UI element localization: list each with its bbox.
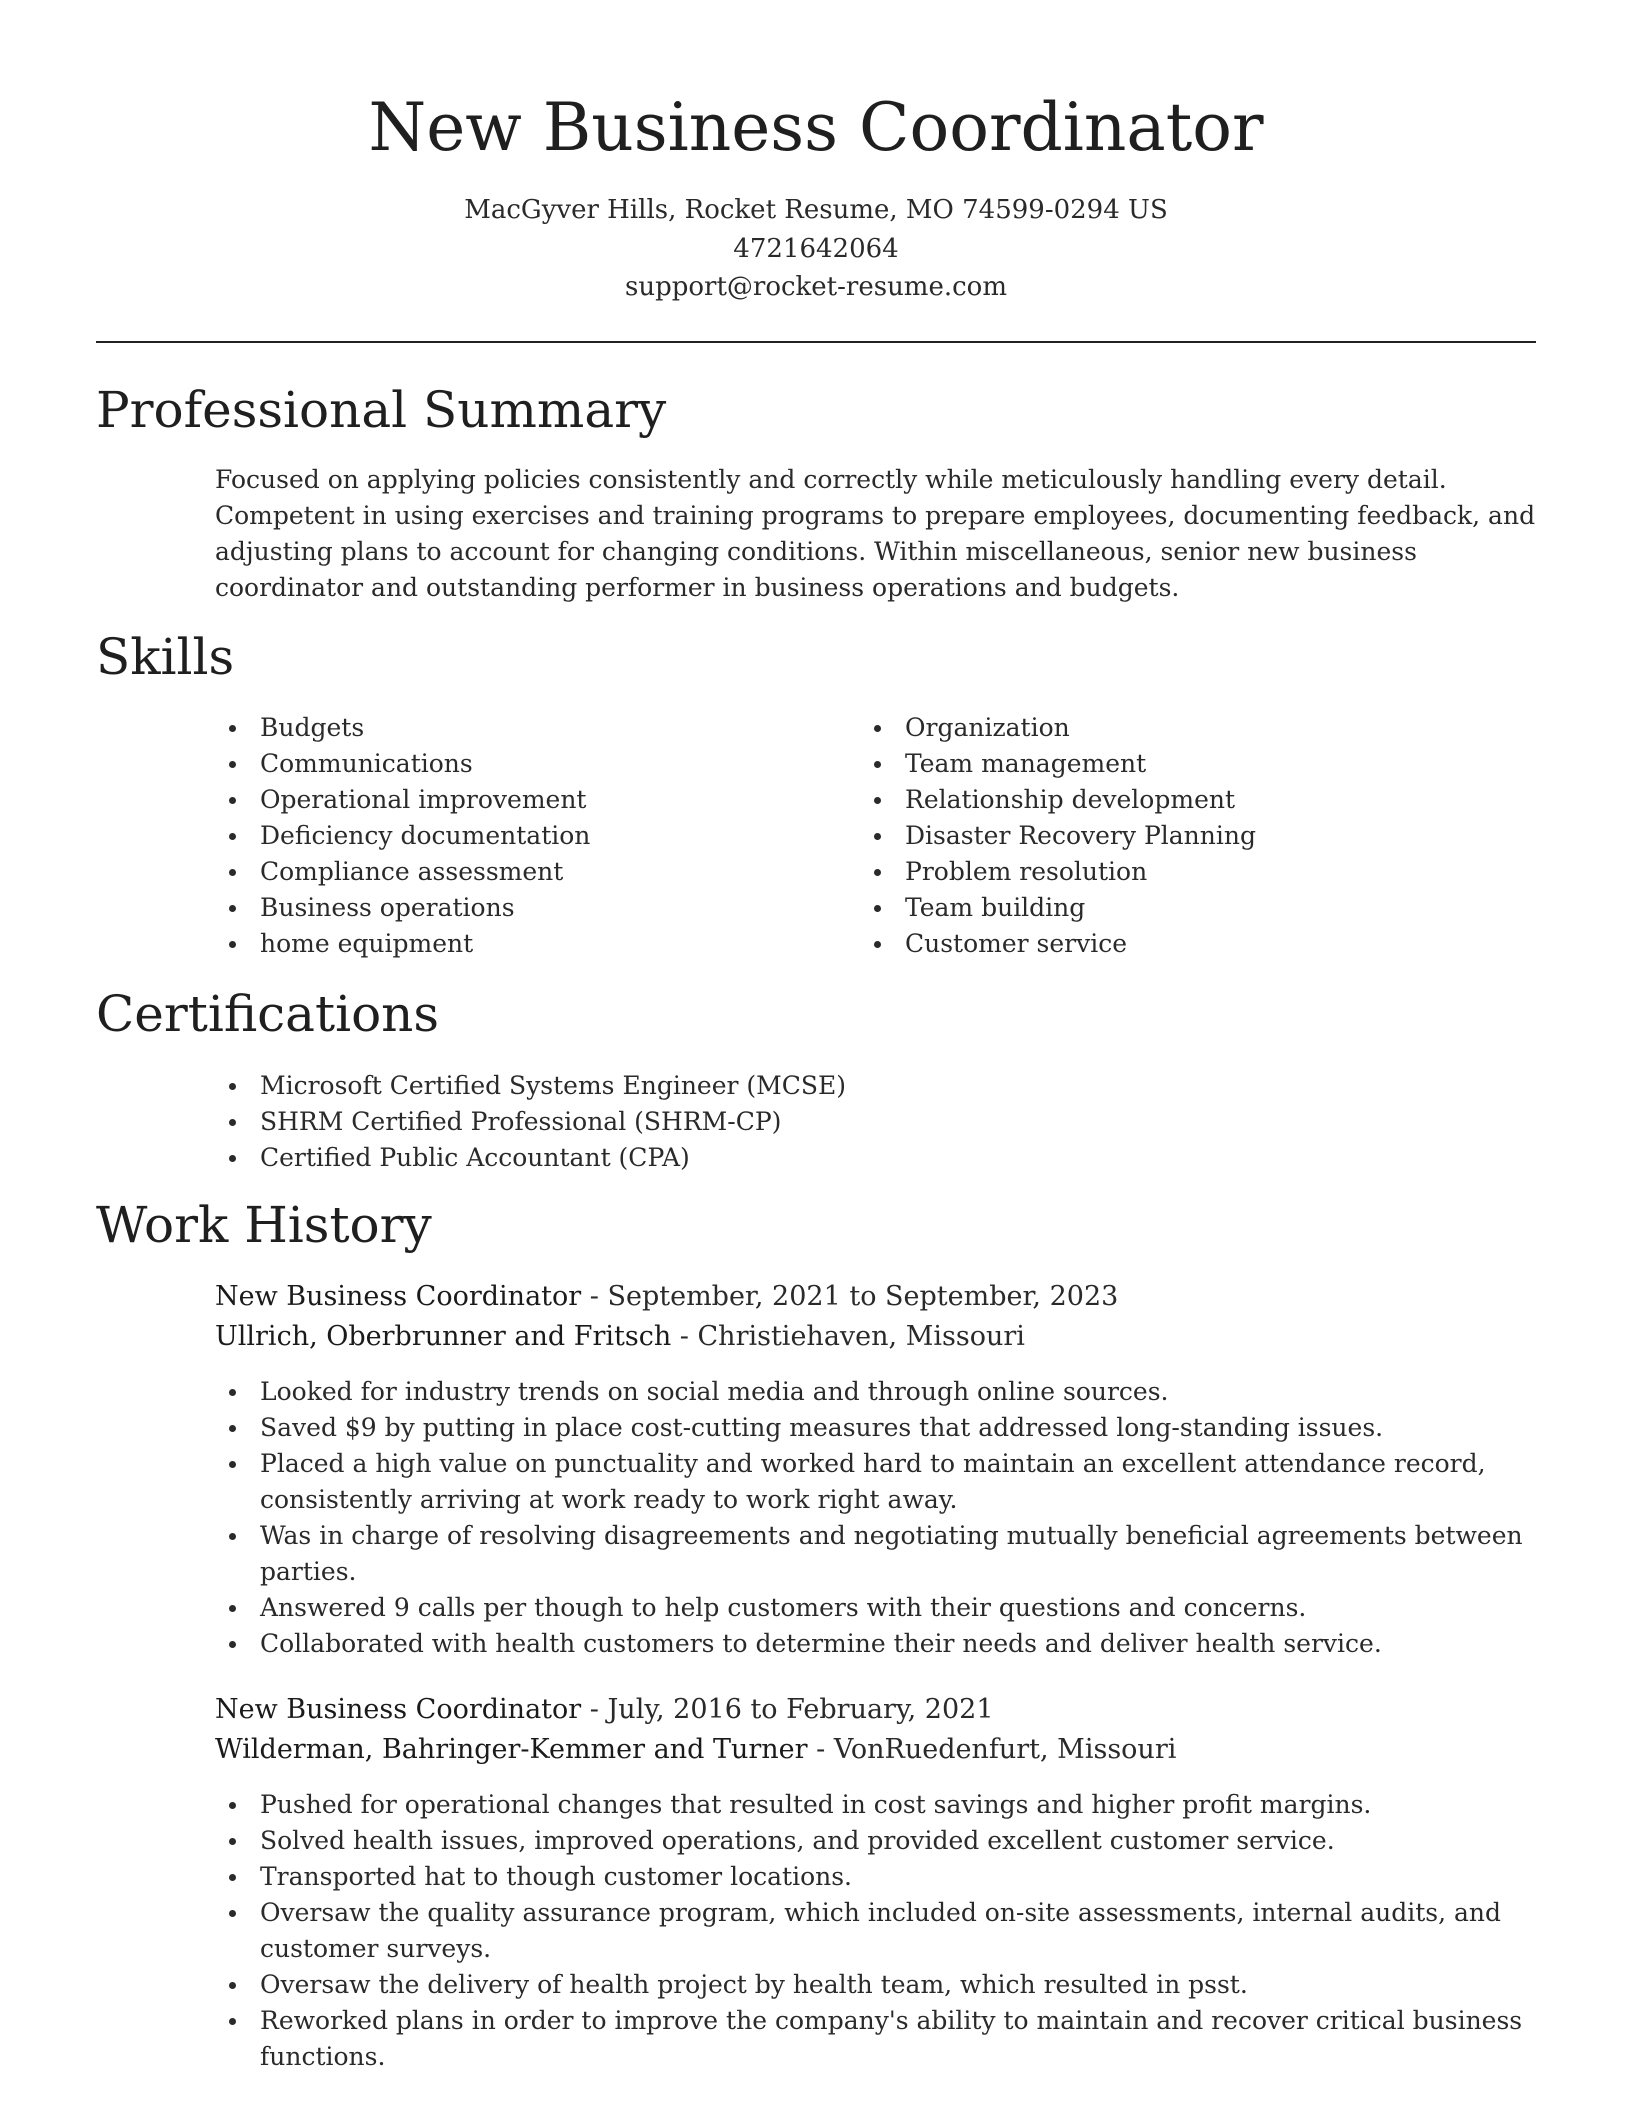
job-bullet: Oversaw the delivery of health project by health team, which resulted in psst. — [215, 1967, 1545, 2003]
contact-address: MacGyver Hills, Rocket Resume, MO 74599-0294 US — [464, 195, 1168, 225]
skill-item: Disaster Recovery Planning — [860, 818, 1500, 854]
skill-item: Customer service — [860, 926, 1500, 962]
separator: - — [807, 1734, 834, 1765]
job-bullets — [215, 1374, 1545, 1662]
job-bullet: Collaborated with health customers to determine their needs and deliver health service. — [215, 1626, 1545, 1662]
job-bullet: Answered 9 calls per though to help customers with their questions and concerns. — [215, 1590, 1545, 1626]
work-history-heading: Work History — [96, 1196, 432, 1254]
separator: - — [671, 1321, 698, 1352]
skill-item: Communications — [215, 746, 855, 782]
separator: - — [581, 1694, 608, 1725]
separator: - — [581, 1281, 608, 1312]
job-role: New Business Coordinator — [215, 1281, 582, 1312]
job-dates: September, 2021 to September, 2023 — [607, 1281, 1119, 1312]
job-title-line — [215, 1690, 1535, 1730]
contact-block — [0, 191, 1632, 307]
skill-item: Organization — [860, 710, 1500, 746]
job-company: Ullrich, Oberbrunner and Fritsch — [215, 1321, 672, 1352]
skill-item: Deficiency documentation — [215, 818, 855, 854]
skills-list-right — [860, 710, 1500, 962]
skill-item: Budgets — [215, 710, 855, 746]
job-location: VonRuedenfurt, Missouri — [833, 1734, 1177, 1765]
certification-item: Certified Public Accountant (CPA) — [215, 1140, 1415, 1176]
job-role: New Business Coordinator — [215, 1694, 582, 1725]
certifications-list — [215, 1068, 1415, 1176]
certifications-heading: Certifications — [96, 985, 440, 1043]
skills-list-left — [215, 710, 855, 962]
skill-item: Team building — [860, 890, 1500, 926]
job-company: Wilderman, Bahringer-Kemmer and Turner — [215, 1734, 808, 1765]
job-bullet: Placed a high value on punctuality and worked hard to maintain an excellent attendance record, consistently arriving at work ready to work right away. — [215, 1446, 1545, 1518]
job-bullet: Was in charge of resolving disagreements and negotiating mutually beneficial agreements between parties. — [215, 1518, 1545, 1590]
skill-item: Compliance assessment — [215, 854, 855, 890]
skill-item: Relationship development — [860, 782, 1500, 818]
skill-item: home equipment — [215, 926, 855, 962]
certification-item: SHRM Certified Professional (SHRM-CP) — [215, 1104, 1415, 1140]
skill-item: Team management — [860, 746, 1500, 782]
skill-item: Business operations — [215, 890, 855, 926]
job-title-line — [215, 1277, 1535, 1317]
summary-text: Focused on applying policies consistently and correctly while meticulously handling every detail. Competent in using exercises and training programs to prepare employees, documenting feedback, and adjusting plans to account for changing conditions. Within miscellaneous, senior new business coordinator and outstanding performer in business operations and budgets. — [215, 465, 1536, 602]
candidate-name: New Business Coordinator — [368, 89, 1264, 166]
job-bullet: Pushed for operational changes that resulted in cost savings and higher profit margins. — [215, 1787, 1545, 1823]
skills-heading: Skills — [96, 628, 235, 686]
job-location: Christiehaven, Missouri — [697, 1321, 1025, 1352]
contact-phone: 4721642064 — [733, 233, 899, 264]
header-divider — [96, 341, 1536, 343]
job-bullet: Transported hat to though customer locations. — [215, 1859, 1545, 1895]
job-dates: July, 2016 to February, 2021 — [607, 1694, 994, 1725]
job-company-line — [215, 1730, 1535, 1770]
job-bullet: Reworked plans in order to improve the company's ability to maintain and recover critical business functions. — [215, 2003, 1545, 2075]
job-bullets — [215, 1787, 1545, 2075]
skill-item: Operational improvement — [215, 782, 855, 818]
skill-item: Problem resolution — [860, 854, 1500, 890]
job-bullet: Saved $9 by putting in place cost-cutting measures that addressed long-standing issues. — [215, 1410, 1545, 1446]
job-bullet: Oversaw the quality assurance program, which included on-site assessments, internal audits, and customer surveys. — [215, 1895, 1545, 1967]
job-bullet: Solved health issues, improved operations, and provided excellent customer service. — [215, 1823, 1545, 1859]
job-company-line — [215, 1317, 1535, 1357]
summary-heading: Professional Summary — [96, 381, 667, 439]
certification-item: Microsoft Certified Systems Engineer (MCSE) — [215, 1068, 1415, 1104]
contact-email: support@rocket-resume.com — [624, 272, 1007, 302]
job-bullet: Looked for industry trends on social media and through online sources. — [215, 1374, 1545, 1410]
